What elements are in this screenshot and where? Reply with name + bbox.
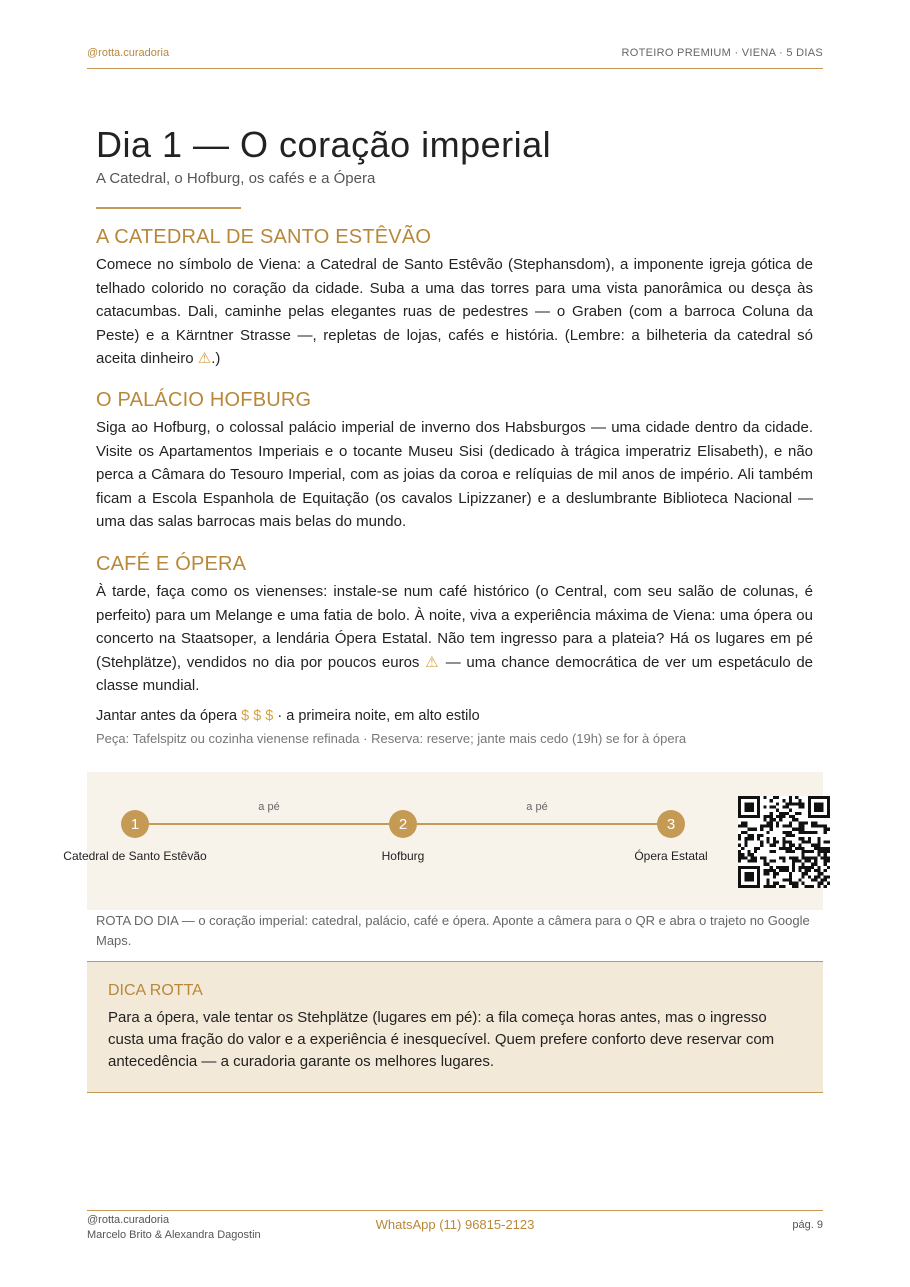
route-stop-marker: 3 xyxy=(657,810,685,838)
dinner-note: · a primeira noite, em alto estilo xyxy=(277,708,480,724)
route-stop-marker: 1 xyxy=(121,810,149,838)
route-stop-label: Catedral de Santo Estêvão xyxy=(63,849,207,863)
tip-body: Para a ópera, vale tentar os Stehplätze (lugares em pé): a fila começa horas antes, mas o ingresso custa uma fração do valor e a experiência é inesquecível. Quem prefere conforto deve reservar com antecedência — a curadoria garante os melhores lugares. xyxy=(108,1009,775,1070)
header-doc-title: ROTEIRO PREMIUM · VIENA · 5 DIAS xyxy=(621,47,823,59)
section-cathedral xyxy=(96,226,813,371)
section-body: Siga ao Hofburg, o colossal palácio imperial de inverno dos Habsburgos — uma cidade dentro da cidade. Visite os Apartamentos Imperiais e o tocante Museu Sisi (dedicado à trágica imperatriz Elisabeth), e não perca a Câmara do Tesouro Imperial, com as joias da coroa e relíquias de mil anos de império. Ali também ficam a Escola Espanhola de Equitação (os cavalos Lipizzaner) e a deslumbrante Biblioteca Nacional — uma das salas barrocas mais belas do mundo. xyxy=(96,419,813,530)
route-leg-label: a pé xyxy=(526,801,548,813)
price-indicator: $ $ $ xyxy=(237,708,278,724)
page-title: Dia 1 — O coração imperial xyxy=(96,124,552,165)
dinner-label: Jantar antes da ópera xyxy=(96,708,238,724)
section-body: À tarde, faça como os vienenses: instale-se num café histórico (o Central, com seu salão de colunas, é perfeito) para um Melange e uma fatia de bolo. À noite, viva a experiência máxima de Viena: uma ópera ou concerto na Staatsoper, a lendária Ópera Estatal. Não tem ingresso para a plateia? Há os lugares em pé (Stehplätze), vendidos no dia por poucos euros ⚠ — uma chance democrática de ver um espetáculo de classe mundial. xyxy=(96,583,814,694)
warning-icon: ⚠ xyxy=(197,350,212,367)
section-heading: A CATEDRAL DE SANTO ESTÊVÃO xyxy=(96,226,432,248)
route-caption: ROTA DO DIA — o coração imperial: catedral, palácio, café e ópera. Aponte a câmera para o QR e abra o trajeto no Google Maps. xyxy=(96,913,810,948)
route-stop-label: Hofburg xyxy=(381,849,425,863)
section-body: Comece no símbolo de Viena: a Catedral de Santo Estêvão (Stephansdom), a imponente igreja gótica de telhado colorido no coração da cidade. Suba a uma das torres para uma vista panorâmica ou desça às catacumbas. Dali, caminhe pelas elegantes ruas de pedestres — o Graben (com a barroca Coluna da Peste) e a Kärntner Strasse —, repletas de lojas, cafés e história. (Lembre: a bilheteria da catedral só aceita dinheiro ⚠.) xyxy=(96,256,813,367)
tip-box xyxy=(87,961,823,1093)
section-hofburg xyxy=(96,389,813,534)
header-handle: @rotta.curadoria xyxy=(87,47,170,59)
qr-code-graphic xyxy=(738,796,830,888)
section-heading: O PALÁCIO HOFBURG xyxy=(96,389,312,411)
route-stop-label: Ópera Estatal xyxy=(634,849,708,863)
section-heading: CAFÉ E ÓPERA xyxy=(96,553,247,575)
page-header xyxy=(87,46,823,69)
page-subtitle: A Catedral, o Hofburg, os cafés e a Ópera xyxy=(96,170,376,187)
page-number: pág. 9 xyxy=(792,1219,823,1231)
warning-icon: ⚠ xyxy=(425,653,441,671)
qr-code-icon[interactable] xyxy=(738,796,830,888)
page-footer xyxy=(87,1210,823,1241)
route-stop-marker: 2 xyxy=(389,810,417,838)
route-segment xyxy=(149,823,403,825)
footer-contact: WhatsApp (11) 96815-2123 xyxy=(375,1217,535,1232)
dinner-details: Peça: Tafelspitz ou cozinha vienense refinada · Reserva: reserve; jante mais cedo (19h) se for à ópera xyxy=(96,731,687,746)
title-divider xyxy=(96,207,241,209)
route-segment xyxy=(417,823,671,825)
route-leg-label: a pé xyxy=(258,801,280,813)
route-map-box xyxy=(87,772,823,910)
tip-heading: DICA ROTTA xyxy=(108,982,203,999)
footer-authors: Marcelo Brito & Alexandra Dagostin xyxy=(87,1229,261,1241)
section-cafe-opera xyxy=(96,553,813,698)
footer-handle: @rotta.curadoria xyxy=(87,1214,170,1226)
dinner-line xyxy=(96,708,480,724)
